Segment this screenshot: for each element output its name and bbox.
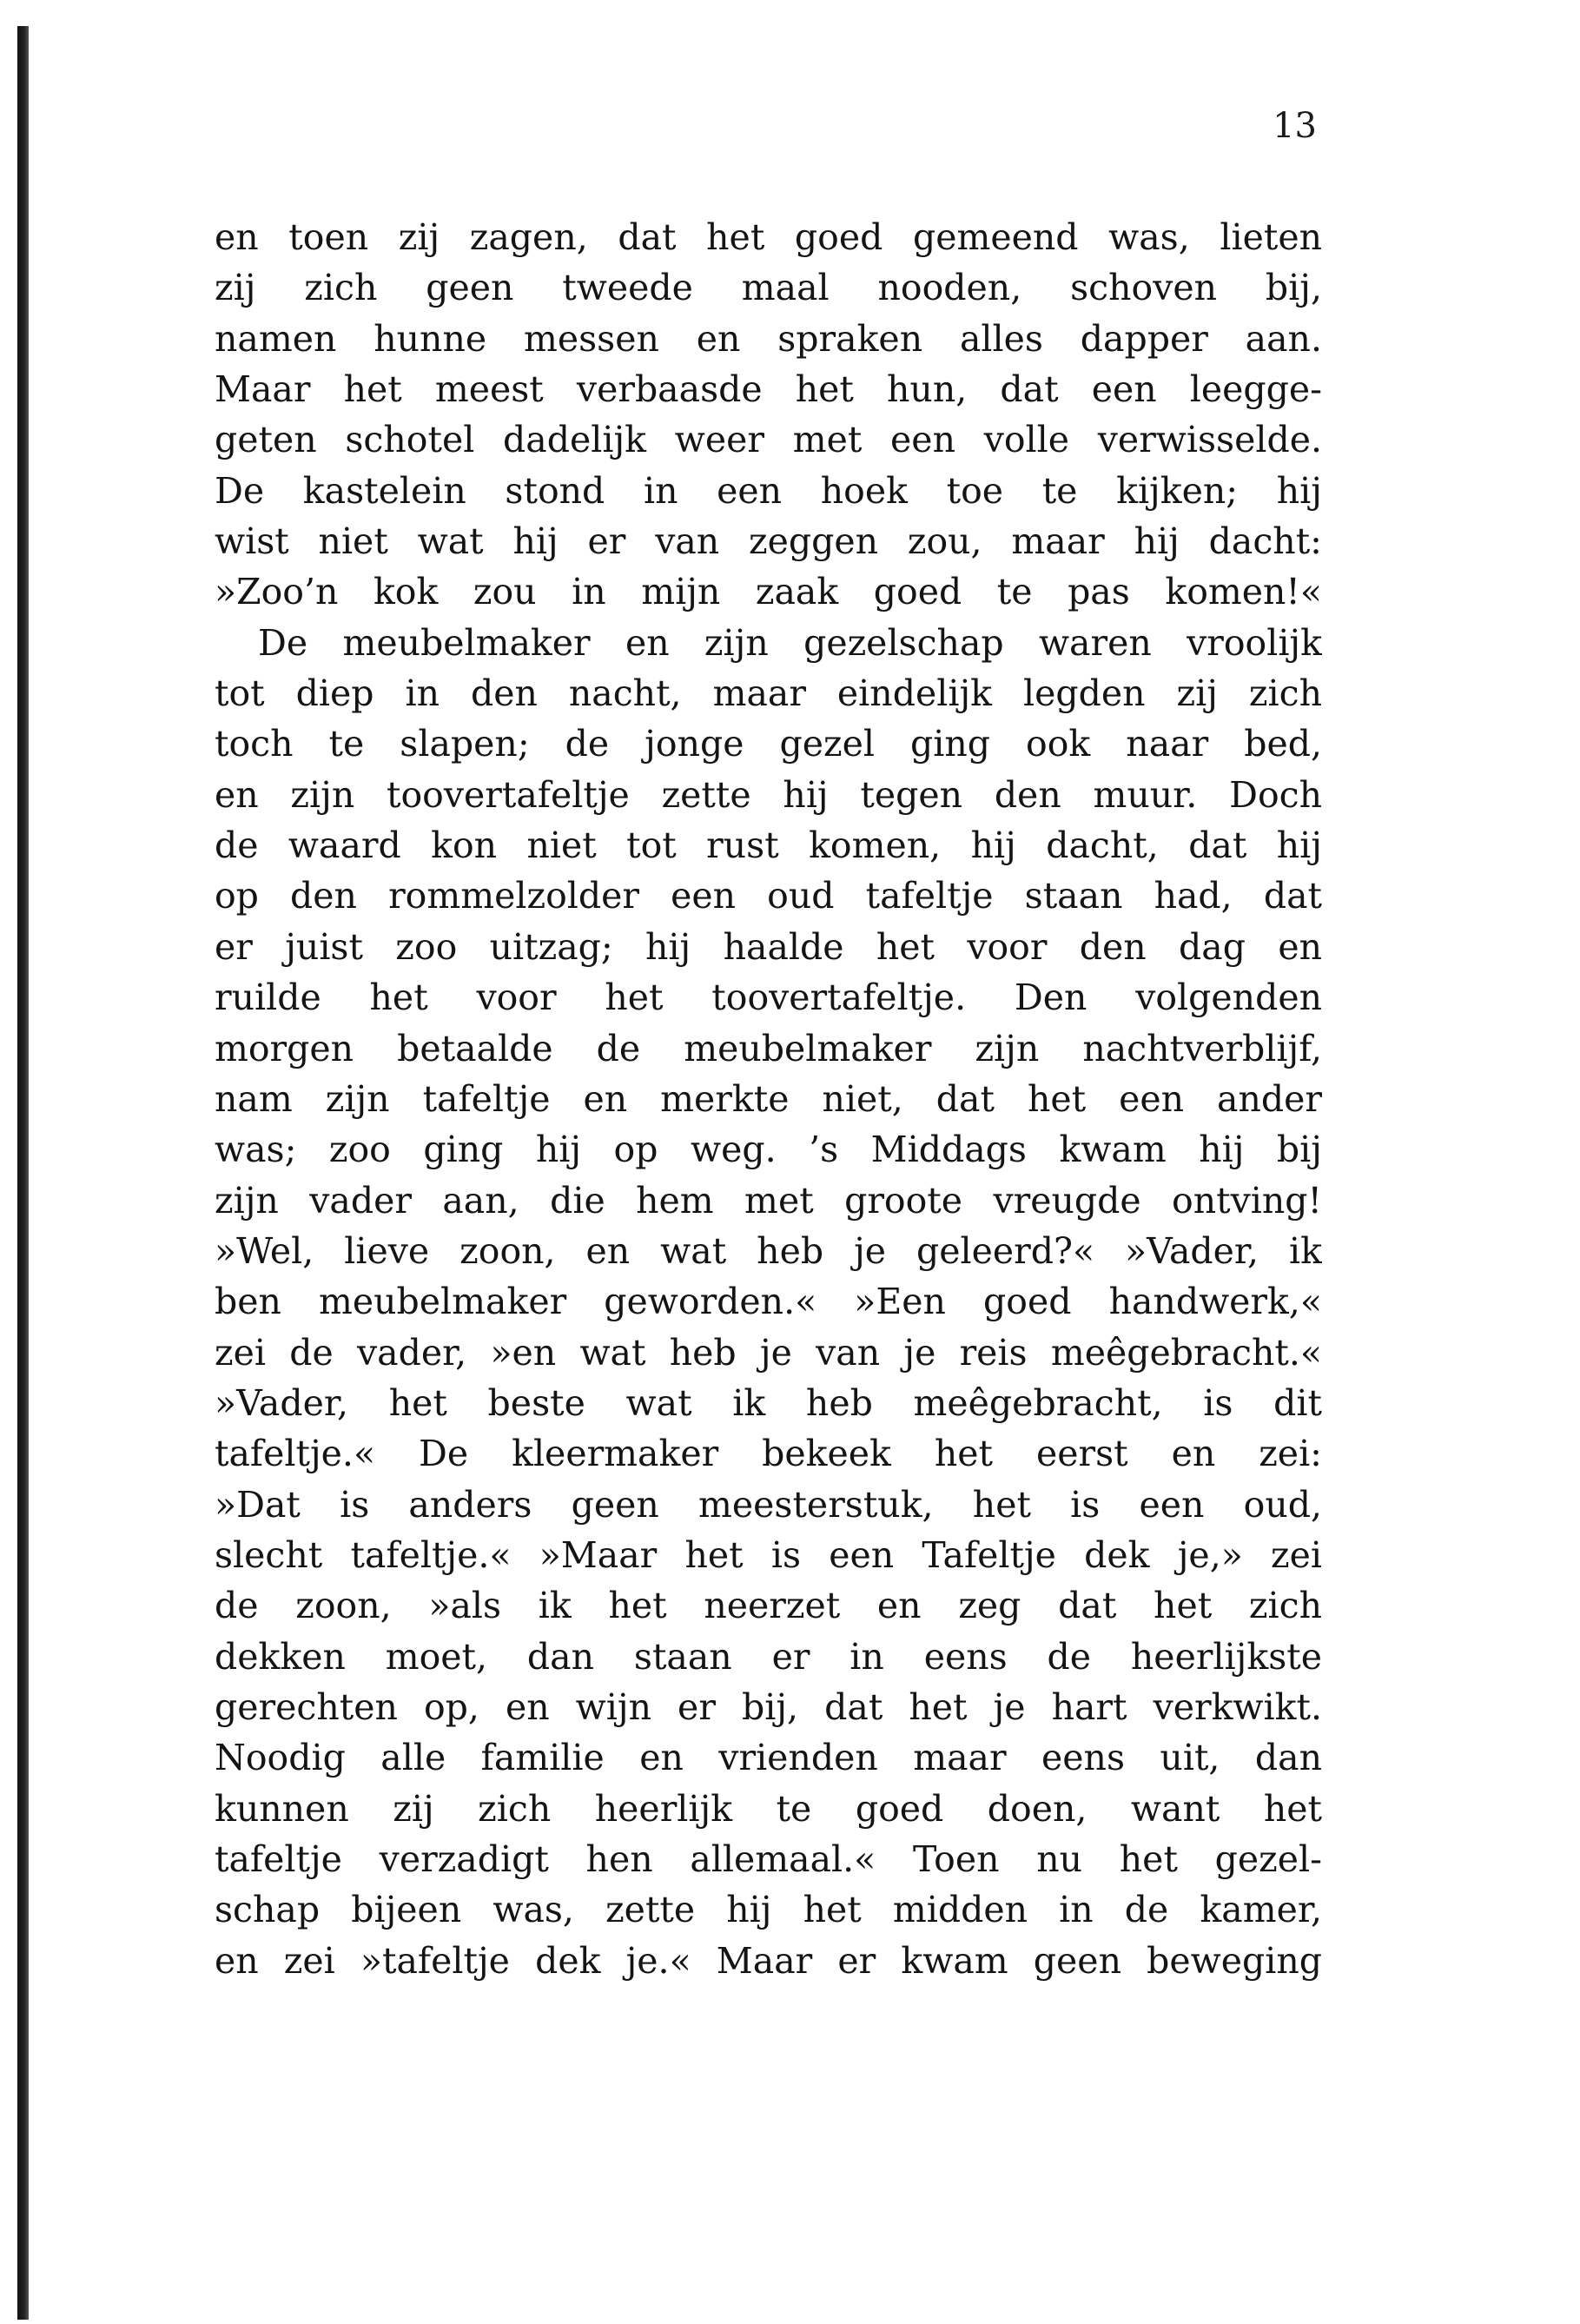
text-line: ruilde het voor het toovertafeltje. Den volgenden	[215, 977, 1322, 1019]
text-line: De meubelmaker en zijn gezelschap waren vroolijk	[258, 621, 1322, 664]
text-line: en zijn toovertafeltje zette hij tegen den muur. Doch	[215, 773, 1322, 816]
text-line: er juist zoo uitzag; hij haalde het voor den dag en	[215, 925, 1322, 968]
text-line: en toen zij zagen, dat het goed gemeend was, lieten	[215, 216, 1322, 258]
text-line: dekken moet, dan staan er in eens de heerlijkste	[215, 1635, 1322, 1678]
text-line: toch te slapen; de jonge gezel ging ook naar bed,	[215, 723, 1322, 765]
text-line: kunnen zij zich heerlijk te goed doen, want het	[215, 1787, 1322, 1830]
text-line: »Vader, het beste wat ik heb meêgebracht, is dit	[215, 1381, 1322, 1424]
text-line: ben meubelmaker geworden.« »Een goed handwerk,«	[215, 1281, 1322, 1323]
binding-edge	[17, 26, 29, 2320]
text-line: zei de vader, »en wat heb je van je reis meêgebracht.«	[215, 1331, 1322, 1374]
text-line: slecht tafeltje.« »Maar het is een Tafeltje dek je,» zei	[215, 1533, 1322, 1576]
text-line: »Dat is anders geen meesterstuk, het is een oud,	[215, 1483, 1322, 1526]
text-line: de waard kon niet tot rust komen, hij dacht, dat hij	[215, 824, 1322, 867]
text-line: tafeltje.« De kleermaker bekeek het eerst en zei:	[215, 1433, 1322, 1475]
text-line: zijn vader aan, die hem met groote vreugde ontving!	[215, 1179, 1322, 1222]
text-line: nam zijn tafeltje en merkte niet, dat het een ander	[215, 1077, 1322, 1120]
text-line: geten schotel dadelijk weer met een volle verwisselde.	[215, 419, 1322, 461]
text-line: was; zoo ging hij op weg. ’s Middags kwam hij bij	[215, 1129, 1322, 1171]
text-line: Noodig alle familie en vrienden maar eens uit, dan	[215, 1737, 1322, 1779]
page-number: 13	[1273, 106, 1317, 146]
text-line: De kastelein stond in een hoek toe te kijken; hij	[215, 469, 1322, 512]
text-line: en zei »tafeltje dek je.« Maar er kwam geen beweging	[215, 1939, 1322, 1982]
text-line: tot diep in den nacht, maar eindelijk legden zij zich	[215, 672, 1322, 715]
body-text	[215, 212, 1322, 1986]
text-line: »Zoo’n kok zou in mijn zaak goed te pas komen!«	[215, 571, 1322, 613]
text-line: »Wel, lieve zoon, en wat heb je geleerd?« »Vader, ik	[215, 1229, 1322, 1272]
text-line: zij zich geen tweede maal nooden, schoven bij,	[215, 267, 1322, 309]
text-line: op den rommelzolder een oud tafeltje staan had, dat	[215, 875, 1322, 917]
text-line: Maar het meest verbaasde het hun, dat een leegge-	[215, 368, 1322, 411]
text-line: wist niet wat hij er van zeggen zou, maar hij dacht:	[215, 520, 1322, 563]
text-line: morgen betaalde de meubelmaker zijn nachtverblijf,	[215, 1027, 1322, 1069]
text-line: schap bijeen was, zette hij het midden in de kamer,	[215, 1889, 1322, 1931]
text-line: de zoon, »als ik het neerzet en zeg dat het zich	[215, 1585, 1322, 1627]
text-line: tafeltje verzadigt hen allemaal.« Toen nu het gezel-	[215, 1838, 1322, 1880]
text-line: namen hunne messen en spraken alles dapper aan.	[215, 317, 1322, 360]
text-line: gerechten op, en wijn er bij, dat het je hart verkwikt.	[215, 1685, 1322, 1728]
